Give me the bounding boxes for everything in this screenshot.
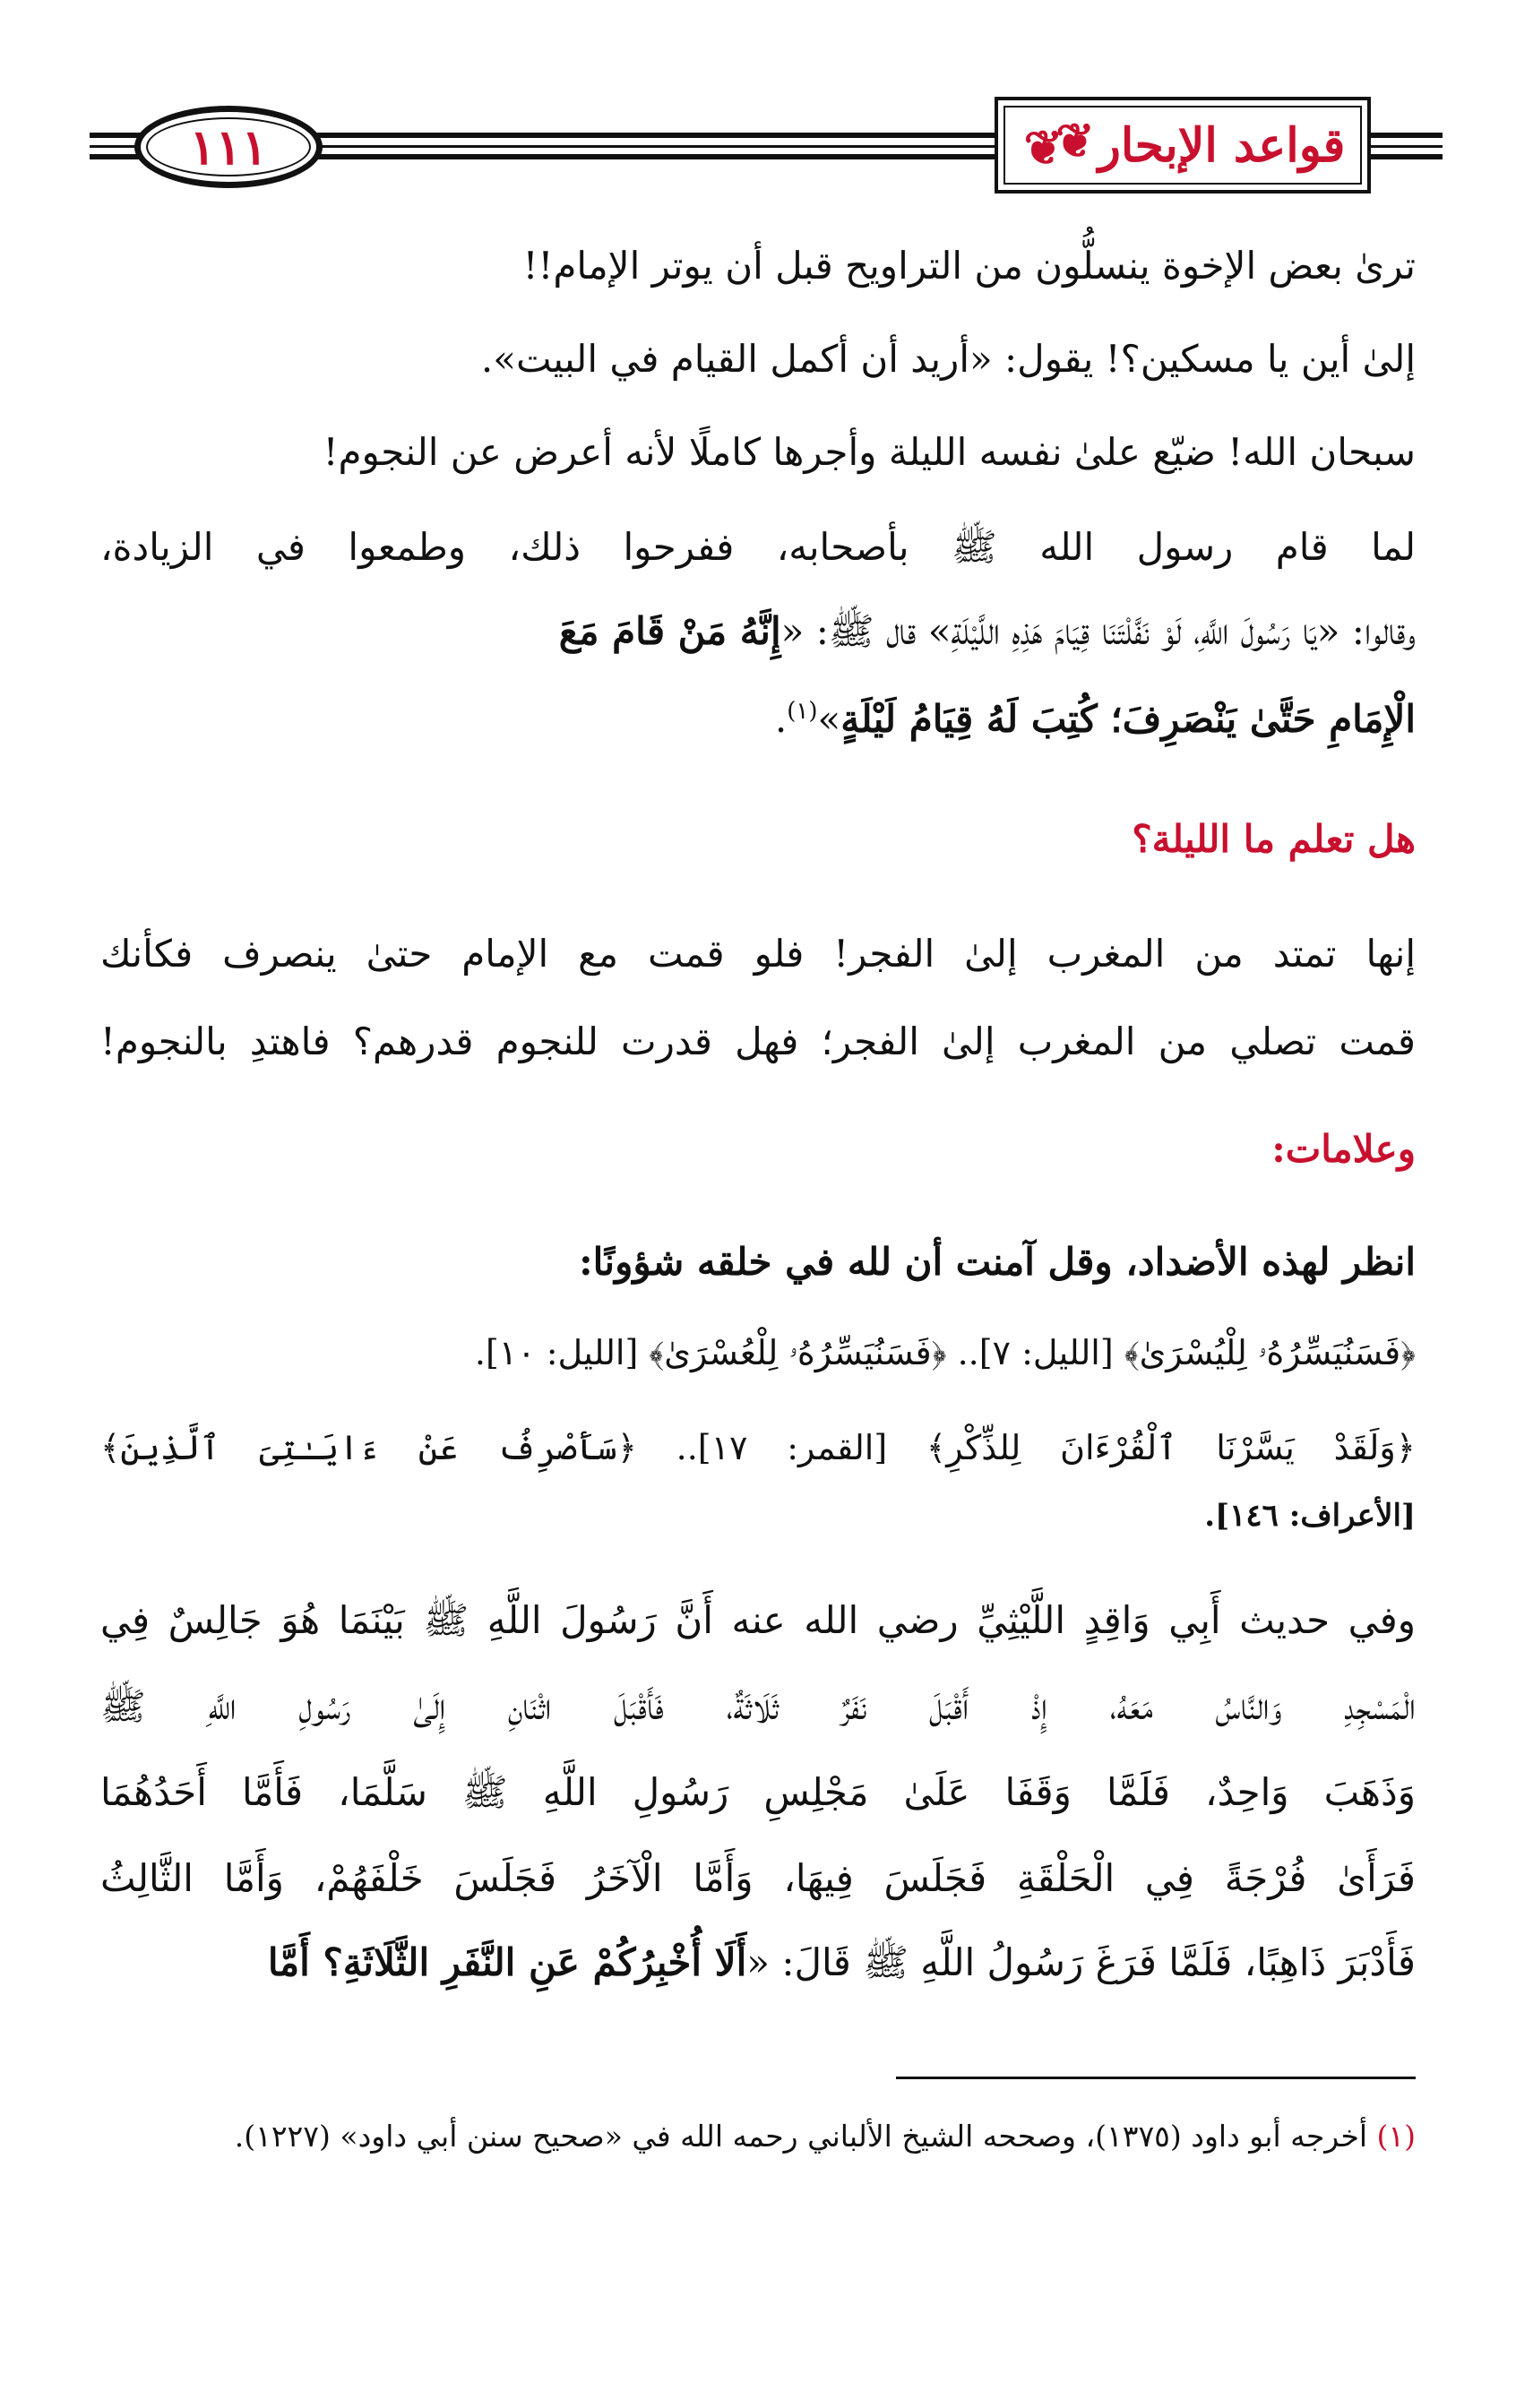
text-line: لما قام رسول الله ﷺ بأصحابه، ففرحوا ذلك، وطمعوا في الزيادة، — [100, 525, 1416, 569]
verse-reference: [الأعراف: ١٤٦]. — [1204, 1498, 1416, 1534]
text-run: » — [817, 697, 841, 741]
text-line: إلىٰ أين يا مسكين؟! يقول: «أريد أن أكمل القيام في البيت». — [480, 337, 1416, 381]
text-line: قمت تصلي من المغرب إلىٰ الفجر؛ فهل قدرت للنجوم قدرهم؟ فاهتدِ بالنجوم! — [100, 1019, 1416, 1063]
corner-ornament-icon: ❦ — [1023, 121, 1064, 176]
text-line — [100, 1940, 1416, 1985]
text-run: فَأَدْبَرَ ذَاهِبًا، فَلَمَّا فَرَغَ رَسُولُ اللَّهِ ﷺ قَالَ: « — [746, 1940, 1416, 1984]
running-title-box — [995, 97, 1371, 194]
text-line — [100, 697, 1416, 742]
page-number: ١١١ — [189, 118, 268, 176]
text-line — [100, 609, 1416, 654]
footnote-rule — [896, 2077, 1416, 2079]
quran-verse-line: ﴿فَسَنُيَسِّرُهُۥ لِلْيُسْرَىٰ﴾ [الليل: ٧].. ﴿فَسَنُيَسِّرُهُۥ لِلْعُسْرَىٰ﴾ [الليل: ١٠]. — [474, 1333, 1416, 1372]
header-rule-right — [1371, 133, 1443, 168]
text-line: وفي حديث أَبِي وَاقِدٍ اللَّيْثِيِّ رضي الله عنه أَنَّ رَسُولَ اللَّهِ ﷺ بَيْنَمَا هُوَ جَالِسٌ فِي — [100, 1598, 1416, 1642]
text-line: فَرَأَىٰ فُرْجَةً فِي الْحَلْقَةِ فَجَلَسَ فِيهَا، وَأَمَّا الْآخَرُ فَجَلَسَ خَلْفَهُمْ، وَأَمَّا الثَّالِثُ — [100, 1856, 1416, 1900]
hadith-bold: الْإِمَامِ حَتَّىٰ يَنْصَرِفَ؛ كُتِبَ لَهُ قِيَامُ لَيْلَةٍ — [840, 697, 1416, 741]
text-line: إنها تمتد من المغرب إلىٰ الفجر! فلو قمت مع الإمام حتىٰ ينصرف فكأنك — [100, 932, 1416, 976]
hadith-bold: إِنَّهُ مَنْ قَامَ مَعَ — [558, 609, 781, 653]
quran-verse-line: ﴿وَلَقَدْ يَسَّرْنَا ٱلْقُرْءَانَ لِلذِّكْرِ﴾ [القمر: ١٧].. ﴿سَأَصْرِفُ عَنْ ءَايَـٰتِىَ ٱلَّذِينَ﴾ — [100, 1428, 1416, 1467]
text-line: انظر لهذه الأضداد، وقل آمنت أن لله في خلقه شؤونًا: — [579, 1240, 1416, 1284]
text-line: وَذَهَبَ وَاحِدٌ، فَلَمَّا وَقَفَا عَلَىٰ مَجْلِسِ رَسُولِ اللَّهِ ﷺ سَلَّمَا، فَأَمَّا أَحَدُهُمَا — [100, 1770, 1416, 1814]
footnote-text: أخرجه أبو داود (١٣٧٥)، وصححه الشيخ الألباني رحمه الله في «صحيح سنن أبي داود» (١٢٢٧). — [234, 2119, 1368, 2154]
running-title: قواعد الإبحار — [1098, 117, 1346, 173]
section-heading: هل تعلم ما الليلة؟ — [1132, 817, 1416, 861]
page-number-badge — [134, 106, 323, 188]
text-run: . — [774, 697, 788, 741]
corner-ornament-icon: ❦ — [1055, 114, 1095, 168]
text-run: وقالوا: «يَا رَسُولَ اللَّهِ، لَوْ نَفَّلْتَنَا قِيَامَ هَذِهِ اللَّيْلَةِ» قال ﷺ: « — [780, 609, 1416, 653]
hadith-bold: أَلَا أُخْبِرُكُمْ عَنِ النَّفَرِ الثَّلَاثَةِ؟ أَمَّا — [267, 1940, 747, 1984]
text-line: الْمَسْجِدِ وَالنَّاسُ مَعَهُ، إِذْ أَقْبَلَ نَفَرٌ ثَلَاثَةٌ، فَأَقْبَلَ اثْنَانِ إِلَىٰ رَسُولِ اللَّهِ ﷺ — [100, 1684, 1416, 1728]
text-line: ترىٰ بعض الإخوة ينسلُّون من التراويح قبل أن يوتر الإمام!! — [522, 244, 1416, 288]
section-heading: وعلامات: — [1271, 1127, 1416, 1171]
footnote-number: (١) — [1376, 2119, 1416, 2154]
footnote — [100, 2119, 1416, 2154]
footnote-ref: (١) — [787, 698, 818, 725]
text-line: سبحان الله! ضيّع علىٰ نفسه الليلة وأجرها كاملًا لأنه أعرض عن النجوم! — [323, 430, 1416, 474]
